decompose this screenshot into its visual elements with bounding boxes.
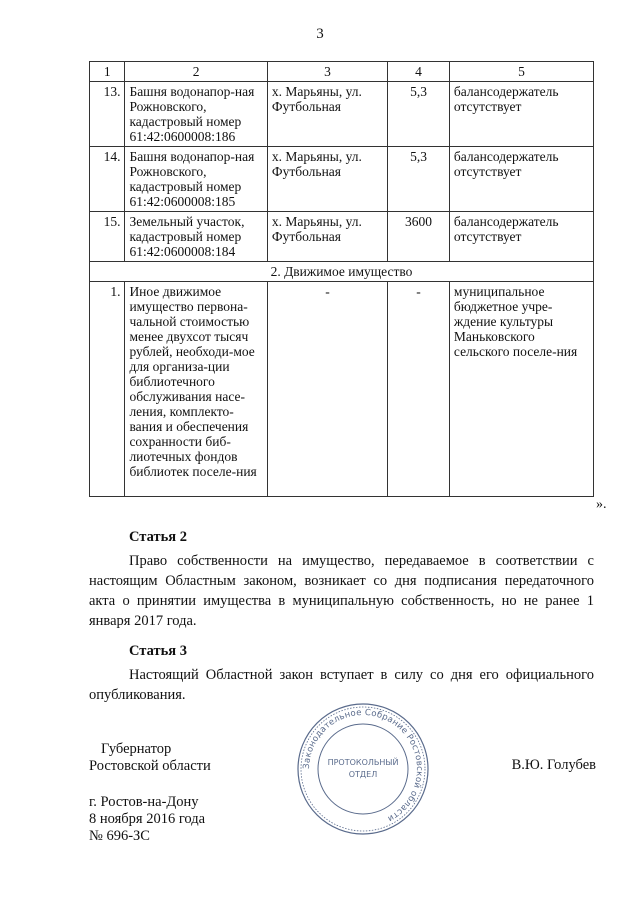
row-number: 15. [90,212,125,262]
object-holder: балансодержатель отсутствует [449,147,593,212]
object-holder: балансодержатель отсутствует [449,82,593,147]
object-holder: муниципальное бюджетное учре-ждение культуры Маньковского сельского поселе-ния [449,282,593,497]
object-name: Иное движимое имущество первона-чальной стоимостью менее двухсот тысяч рублей, необходи-мое для организа-ции библиотечного обслуживания насе-ления, комплекто-вания и обеспечения сохранности биб-лиотечных фондов библиотек поселе-ния [125,282,267,497]
signatory-title: Губернатор [101,741,172,757]
signatory-position [89,741,211,775]
footer-date: 8 ноября 2016 года [89,811,206,827]
object-name: Башня водонапор-ная Рожновского, кадастровый номер 61:42:0600008:185 [125,147,267,212]
object-value: 5,3 [388,147,450,212]
signatory-name: В.Ю. Голубев [511,757,596,773]
object-value: 5,3 [388,82,450,147]
object-holder: балансодержатель отсутствует [449,212,593,262]
table-row [90,282,594,497]
header-cell-4: 4 [388,62,450,82]
object-name: Земельный участок, кадастровый номер 61:42:0600008:184 [125,212,267,262]
row-number: 1. [90,282,125,497]
object-address: - [267,282,387,497]
header-cell-5: 5 [449,62,593,82]
footer-number: № 696-ЗС [89,828,150,844]
seal-inner-line-1: ПРОТОКОЛЬНЫЙ [327,758,399,767]
article-3-title: Статья 3 [129,643,187,659]
object-value: 3600 [388,212,450,262]
object-address: х. Марьяны, ул. Футбольная [267,212,387,262]
table-row [90,147,594,212]
footer-city: г. Ростов-на-Дону [89,794,199,810]
table-row [90,82,594,147]
article-3-text: Настоящий Областной закон вступает в силу со дня его официального опубликования. [89,667,594,703]
seal-outer-text: Законодательное Собрание Ростовской области [301,707,425,824]
closing-quote: ». [596,497,607,512]
header-cell-1: 1 [90,62,125,82]
property-table [89,61,594,497]
object-address: х. Марьяны, ул. Футбольная [267,82,387,147]
article-2-text: Право собственности на имущество, передаваемое в соответствии с настоящим Областным законом, возникает со дня подписания передаточного акта о принятии имущества в муниципальную собственность, но не ранее 1 января 2017 года. [89,553,594,629]
article-2-title: Статья 2 [129,529,187,545]
object-value: - [388,282,450,497]
section-row [90,262,594,282]
table-row [90,212,594,262]
page-number: 3 [316,26,324,42]
section-title: 2. Движимое имущество [90,262,594,282]
object-address: х. Марьяны, ул. Футбольная [267,147,387,212]
header-cell-2: 2 [125,62,267,82]
official-seal [296,702,430,836]
row-number: 13. [90,82,125,147]
seal-inner-line-2: ОТДЕЛ [348,770,378,779]
table-header-row [90,62,594,82]
object-name: Башня водонапор-ная Рожновского, кадастровый номер 61:42:0600008:186 [125,82,267,147]
header-cell-3: 3 [267,62,387,82]
signatory-region: Ростовской области [89,758,211,774]
document-footer [89,794,205,845]
row-number: 14. [90,147,125,212]
